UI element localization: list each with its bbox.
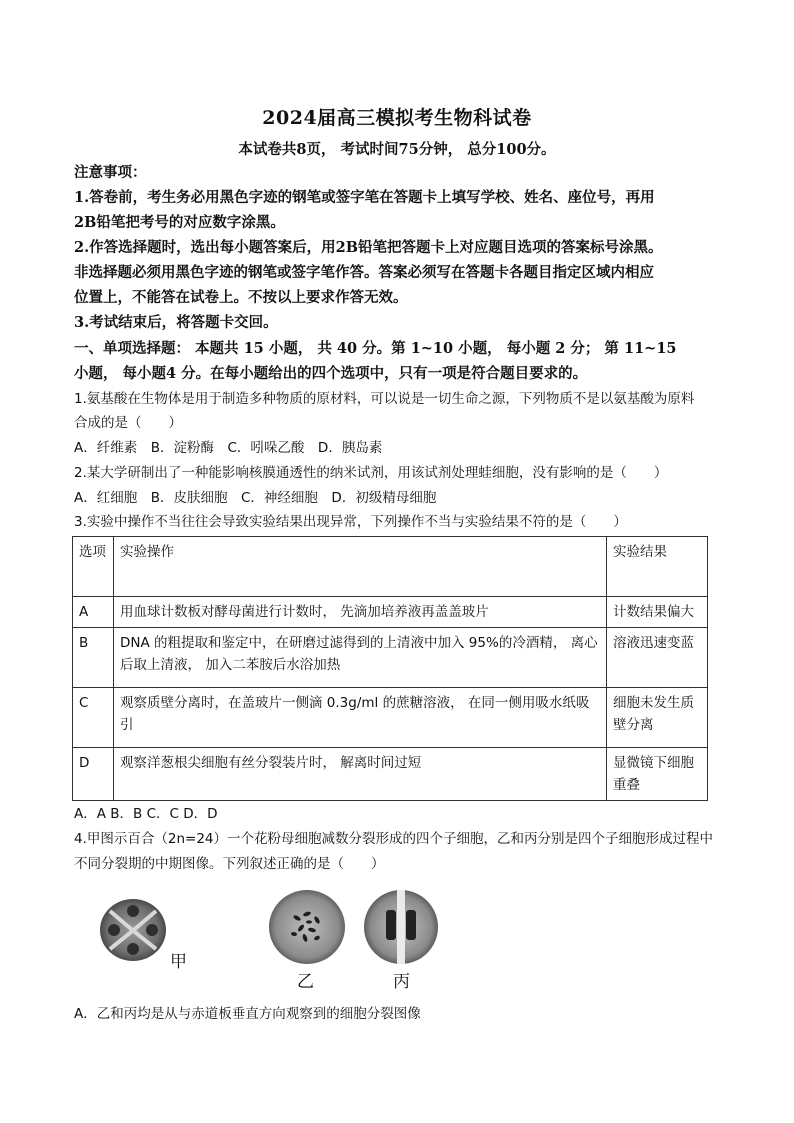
section-heading-b: 小题， 每小题4 分。在每小题给出的四个选项中，只有一项是符合题目要求的。 xyxy=(74,365,588,382)
metaphase-side-figure xyxy=(362,888,440,966)
table-cell: A xyxy=(73,597,114,628)
exam-title: 2024届高三模拟考生物科试卷 xyxy=(262,107,532,129)
table-row xyxy=(73,748,708,801)
q4-stem-b: 不同分裂期的中期图像。下列叙述正确的是（ ） xyxy=(74,856,385,872)
q2-stem: 2.某大学研制出了一种能影响核膜通透性的纳米试剂，用该试剂处理蛙细胞，没有影响的是（ ） xyxy=(74,465,668,481)
table-row xyxy=(73,597,708,628)
notice-item-1b: 2B铅笔把考号的对应数字涂黑。 xyxy=(74,214,285,231)
table-cell: 观察质壁分离时，在盖玻片一侧滴 0.3g/ml 的蔗糖溶液， 在同一侧用吸水纸吸引 xyxy=(114,688,607,748)
table-header-cell: 实验结果 xyxy=(607,537,708,597)
notice-heading: 注意事项： xyxy=(74,164,147,181)
q1-stem-b: 合成的是（ ） xyxy=(74,415,182,431)
table-cell: 溶液迅速变蓝 xyxy=(607,628,708,688)
table-cell: 细胞未发生质壁分离 xyxy=(607,688,708,748)
q4-option-a: A．乙和丙均是从与赤道板垂直方向观察到的细胞分裂图像 xyxy=(74,1006,421,1022)
tetrad-cell-figure xyxy=(98,897,168,963)
table-cell: 用血球计数板对酵母菌进行计数时， 先滴加培养液再盖盖玻片 xyxy=(114,597,607,628)
metaphase-polar-figure xyxy=(267,888,347,966)
table-cell: D xyxy=(73,748,114,801)
table-cell: B xyxy=(73,628,114,688)
table-header-cell: 实验操作 xyxy=(114,537,607,597)
section-heading-a: 一、单项选择题： 本题共 15 小题， 共 40 分。第 1~10 小题， 每小题 2 分； 第 11~15 xyxy=(74,340,677,357)
table-header-row xyxy=(73,537,708,597)
q4-stem-a: 4.甲图示百合（2n=24）一个花粉母细胞减数分裂形成的四个子细胞，乙和丙分别是四个子细胞形成过程中 xyxy=(74,831,714,847)
exam-subtitle: 本试卷共8页， 考试时间75分钟， 总分100分。 xyxy=(238,141,556,158)
table-row xyxy=(73,628,708,688)
q1-options: A．纤维素 B．淀粉酶 C．吲哚乙酸 D．胰岛素 xyxy=(74,440,383,456)
q3-stem: 3.实验中操作不当往往会导致实验结果出现异常，下列操作不当与实验结果不符的是（ ） xyxy=(74,514,627,530)
figure-label-bing: 丙 xyxy=(393,972,410,992)
q3-table xyxy=(72,536,708,801)
figure-label-jia: 甲 xyxy=(170,952,187,972)
table-cell: 计数结果偏大 xyxy=(607,597,708,628)
table-cell: DNA 的粗提取和鉴定中，在研磨过滤得到的上清液中加入 95%的冷酒精， 离心后取上清液， 加入二苯胺后水浴加热 xyxy=(114,628,607,688)
q1-stem-a: 1.氨基酸在生物体是用于制造多种物质的原材料，可以说是一切生命之源，下列物质不是以氨基酸为原料 xyxy=(74,391,695,407)
notice-item-1a: 1.答卷前，考生务必用黑色字迹的钢笔或签字笔在答题卡上填写学校、姓名、座位号，再用 xyxy=(74,189,655,206)
notice-item-2b: 非选择题必须用黑色字迹的钢笔或签字笔作答。答案必须写在答题卡各题目指定区域内相应 xyxy=(74,264,654,281)
q3-options: A．A B．B C．C D．D xyxy=(74,806,218,822)
table-row xyxy=(73,688,708,748)
notice-item-3: 3.考试结束后，将答题卡交回。 xyxy=(74,314,278,331)
table-cell: 观察洋葱根尖细胞有丝分裂装片时， 解离时间过短 xyxy=(114,748,607,801)
table-header-cell: 选项 xyxy=(73,537,114,597)
figure-label-yi: 乙 xyxy=(297,972,314,992)
notice-item-2a: 2.作答选择题时，选出每小题答案后，用2B铅笔把答题卡上对应题目选项的答案标号涂黑。 xyxy=(74,239,663,256)
table-cell: 显微镜下细胞重叠 xyxy=(607,748,708,801)
table-cell: C xyxy=(73,688,114,748)
q2-options: A．红细胞 B．皮肤细胞 C．神经细胞 D．初级精母细胞 xyxy=(74,490,437,506)
notice-item-2c: 位置上，不能答在试卷上。不按以上要求作答无效。 xyxy=(74,289,408,306)
